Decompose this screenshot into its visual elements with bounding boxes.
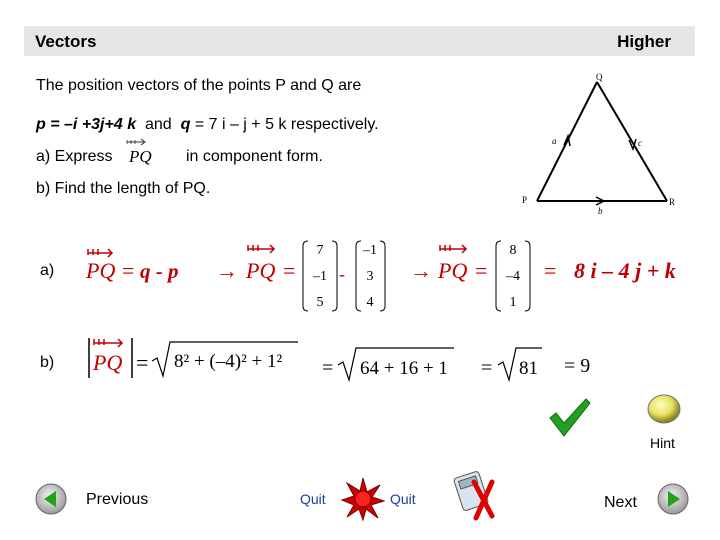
pq-term-2: PQ — [246, 258, 276, 283]
col-r-3: 1 — [509, 295, 517, 310]
hint-label[interactable]: Hint — [650, 435, 675, 451]
sqrt-step-2: 64 + 16 + 1 — [360, 358, 448, 379]
answer-b-working — [84, 334, 624, 384]
previous-button[interactable] — [34, 482, 68, 516]
pq-term-1: PQ — [86, 258, 116, 283]
col-p-1: –1 — [363, 243, 377, 258]
part-a-question — [36, 148, 112, 166]
hint-bulb-icon — [646, 392, 682, 426]
quit-button[interactable] — [340, 476, 386, 522]
respectively-text: respectively. — [290, 116, 379, 133]
header-bar — [24, 26, 695, 56]
question-intro: The position vectors of the points P and Q are — [36, 77, 362, 94]
pq-magnitude: PQ — [93, 350, 123, 375]
equals-1: = — [122, 258, 135, 283]
col-r-2: –4 — [506, 269, 520, 284]
previous-label[interactable]: Previous — [86, 491, 149, 508]
quit-link-right[interactable]: Quit — [390, 491, 416, 507]
vertex-p: P — [522, 195, 528, 205]
and-text: and — [144, 116, 172, 133]
equals-b3: = — [481, 357, 493, 379]
vector-arrow-icon — [94, 339, 122, 347]
col-q-1: 7 — [316, 243, 324, 258]
quit-link-left[interactable]: Quit — [300, 491, 326, 507]
equals-b2: = — [322, 357, 334, 379]
q-expression: = 7 i – j + 5 k — [194, 116, 287, 133]
previous-arrow-icon — [34, 482, 68, 516]
question-vectors — [36, 116, 379, 134]
answer-a-working — [84, 238, 704, 318]
pq-vector-inline — [121, 137, 155, 167]
equals-b1: = — [136, 350, 149, 375]
result-vector: 8 i – 4 j + k — [574, 258, 676, 283]
answer-b-label: b) — [40, 354, 55, 371]
equals-3: = — [475, 258, 488, 283]
arrow-2: → — [410, 258, 432, 283]
page-title: Vectors — [35, 32, 97, 51]
vector-arrow-icon — [248, 245, 274, 253]
sqrt-step-1: 8² + (–4)² + 1² — [174, 351, 283, 372]
quit-starburst-icon — [340, 476, 386, 522]
next-label[interactable]: Next — [604, 494, 637, 511]
final-answer: = 9 — [564, 355, 591, 377]
vector-arrow-icon — [88, 249, 112, 257]
vertex-q: Q — [596, 72, 603, 82]
pq-term-3: PQ — [438, 258, 468, 283]
wrong-answer-icon — [452, 466, 502, 522]
sqrt-step-3: 81 — [519, 358, 538, 379]
part-a-suffix: in component form. — [186, 148, 323, 165]
col-r-1: 8 — [509, 243, 517, 258]
checkmark-icon — [546, 396, 594, 440]
p-label: p — [36, 116, 46, 133]
pq-inline-label: PQ — [129, 147, 152, 166]
q-minus-p: q - p — [140, 259, 179, 283]
edge-b-label: b — [598, 206, 603, 216]
part-a-prefix: a) Express — [36, 148, 113, 165]
next-button[interactable] — [656, 482, 690, 516]
equals-4: = — [544, 258, 557, 283]
equals-2: = — [283, 258, 296, 283]
vertex-r: R — [669, 197, 676, 207]
edge-a-label: a — [552, 136, 557, 146]
level-label: Higher — [617, 32, 671, 51]
vector-arrow-icon — [440, 245, 466, 253]
minus-sign: - — [339, 264, 345, 284]
answer-a-label: a) — [40, 262, 55, 279]
triangle-diagram — [512, 70, 692, 220]
next-arrow-icon — [656, 482, 690, 516]
p-expression: = –i +3j+4 k — [50, 116, 137, 133]
q-label: q — [180, 116, 191, 133]
edge-c-label: c — [638, 138, 642, 148]
col-q-3: 5 — [316, 295, 324, 310]
col-p-2: 3 — [366, 269, 374, 284]
arrow-1: → — [216, 258, 238, 283]
col-p-3: 4 — [366, 295, 374, 310]
col-q-2: –1 — [313, 269, 327, 284]
part-b-question: b) Find the length of PQ. — [36, 180, 211, 197]
hint-button[interactable] — [646, 392, 682, 426]
